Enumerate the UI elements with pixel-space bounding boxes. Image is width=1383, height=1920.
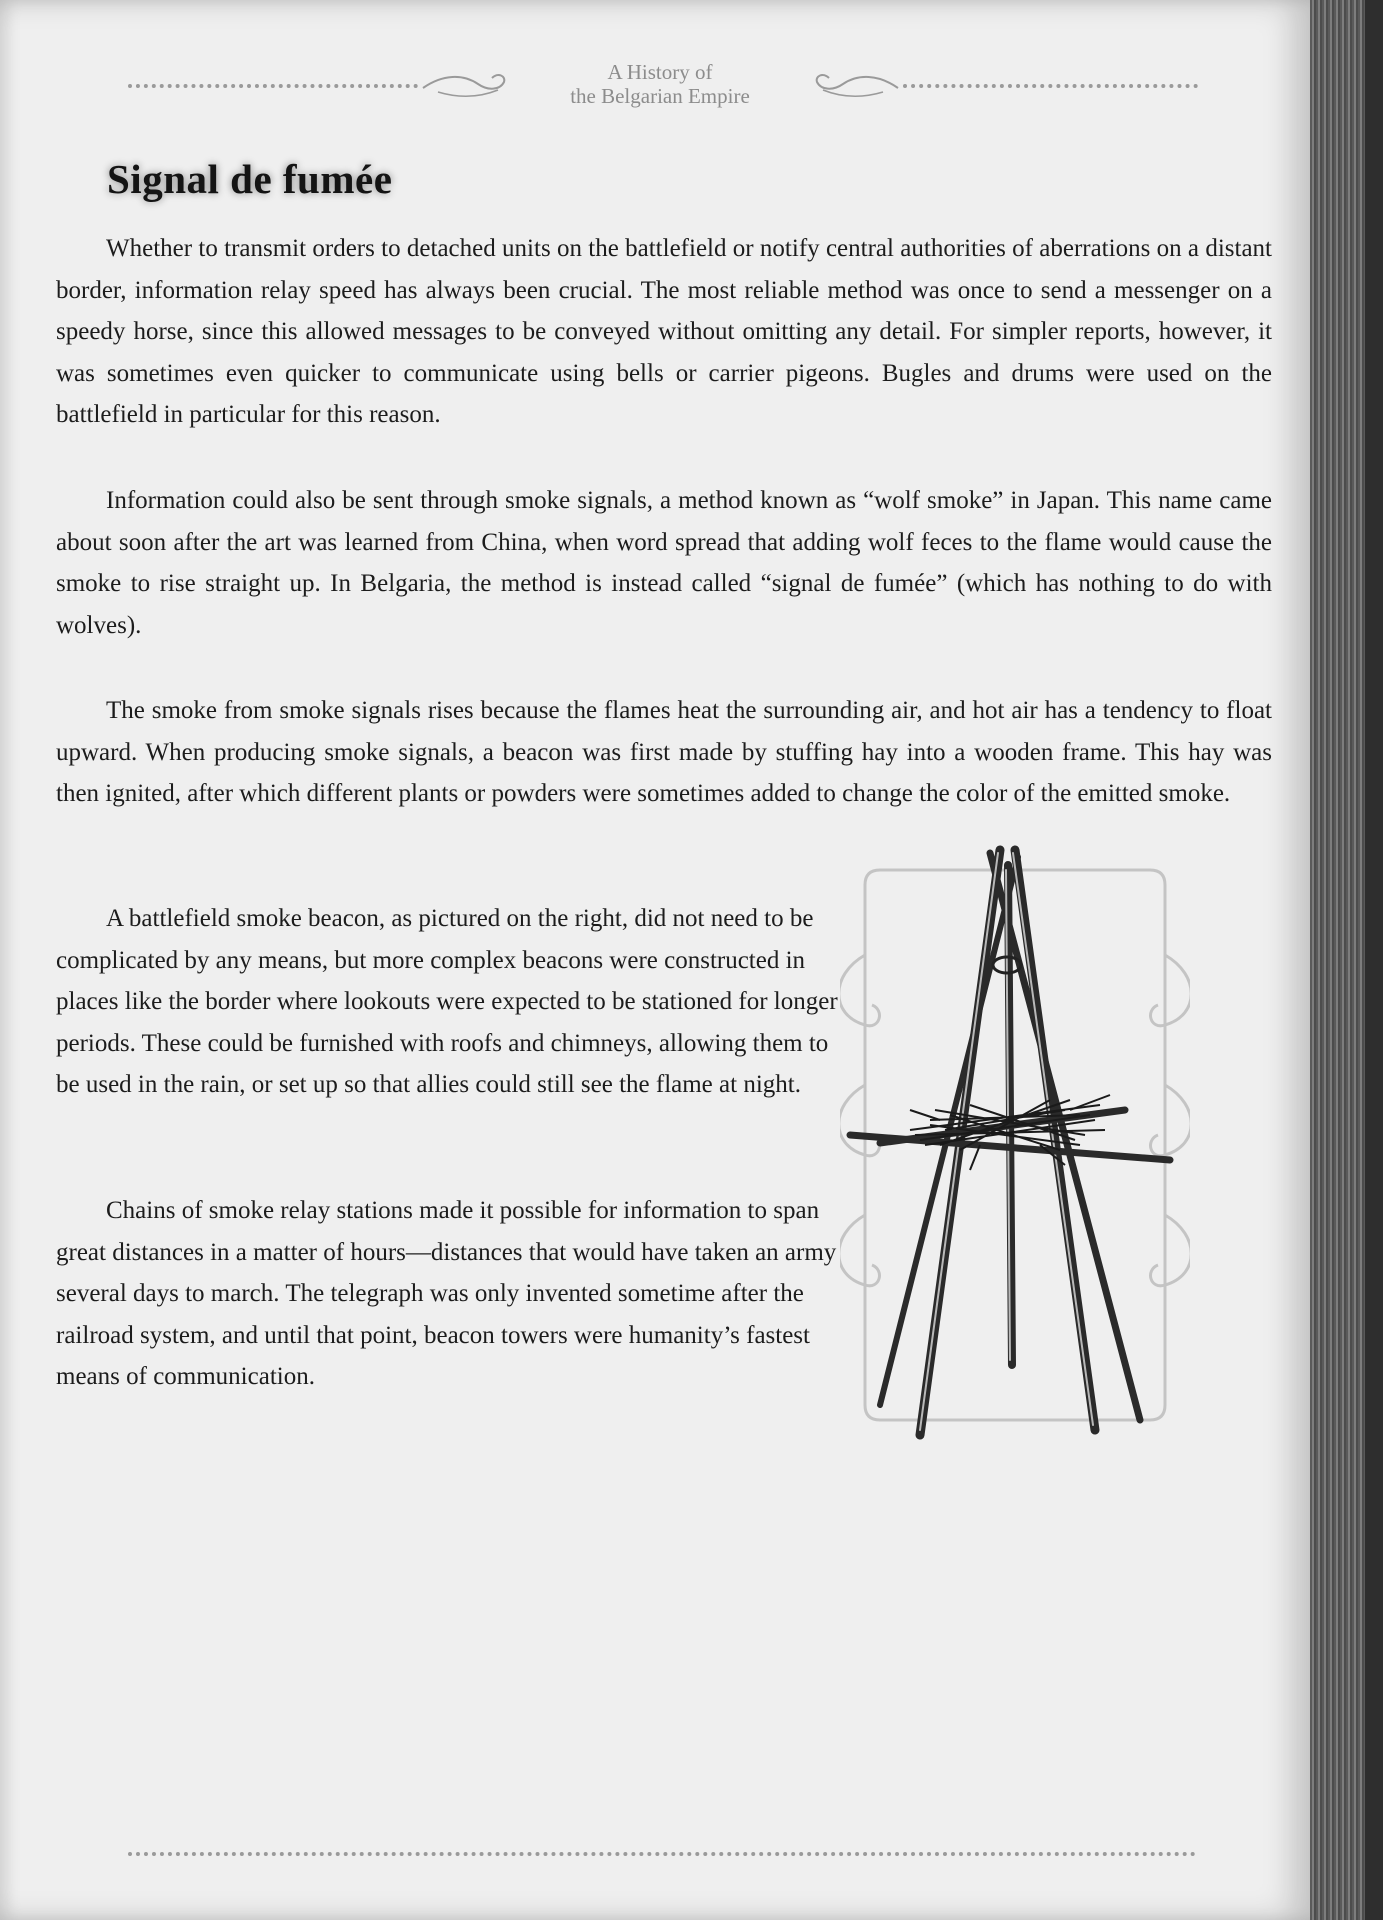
flourish-right-icon: [813, 66, 903, 106]
footer-dotted-rule: [128, 1852, 1196, 1856]
running-header: [0, 56, 1310, 116]
section-heading: Signal de fumée: [107, 156, 393, 202]
header-dotted-rule-right: [903, 84, 1198, 88]
header-dotted-rule-left: [128, 84, 418, 88]
paragraph-5: Chains of smoke relay stations made it possible for information to span great distances in a matter of hours—distances that would have taken an army several days to march. The telegraph was only invented sometime after the railroad system, and until that point, beacon towers were humanity’s fastest means of communication.: [56, 1197, 837, 1390]
book-page-edges: [1310, 0, 1383, 1920]
header-title-line-1: A History of: [607, 60, 713, 84]
smoke-beacon-illustration: [840, 845, 1190, 1445]
flourish-left-icon: [418, 66, 508, 106]
header-title-line-2: the Belgarian Empire: [570, 84, 750, 108]
paragraph-2: Information could also be sent through smoke signals, a method known as “wolf smoke” in Japan. This name came about soon after the art was learned from China, when word spread that adding wolf feces to the flame would cause the smoke to rise straight up. In Belgaria, the method is instead called “signal de fumée” (which has nothing to do with wolves).: [56, 487, 1272, 639]
paragraph-3: The smoke from smoke signals rises because the flames heat the surrounding air, and hot air has a tendency to float upward. When producing smoke signals, a beacon was first made by stuffing hay into a wooden frame. This hay was then ignited, after which different plants or powders were sometimes added to change the color of the emitted smoke.: [56, 697, 1272, 807]
header-title: [510, 60, 810, 108]
paragraph-4: A battlefield smoke beacon, as pictured on the right, did not need to be complicated by any means, but more complex beacons were constructed in places like the border where lookouts were expected to be stationed for longer periods. These could be furnished with roofs and chimneys, allowing them to be used in the rain, or set up so that allies could still see the flame at night.: [56, 905, 838, 1098]
paragraph-1: Whether to transmit orders to detached units on the battlefield or notify central authorities of aberrations on a distant border, information relay speed has always been crucial. The most reliable method was once to send a messenger on a speedy horse, since this allowed messages to be conveyed without omitting any detail. For simpler reports, however, it was sometimes even quicker to communicate using bells or carrier pigeons. Bugles and drums were used on the battlefield in particular for this reason.: [56, 235, 1272, 428]
